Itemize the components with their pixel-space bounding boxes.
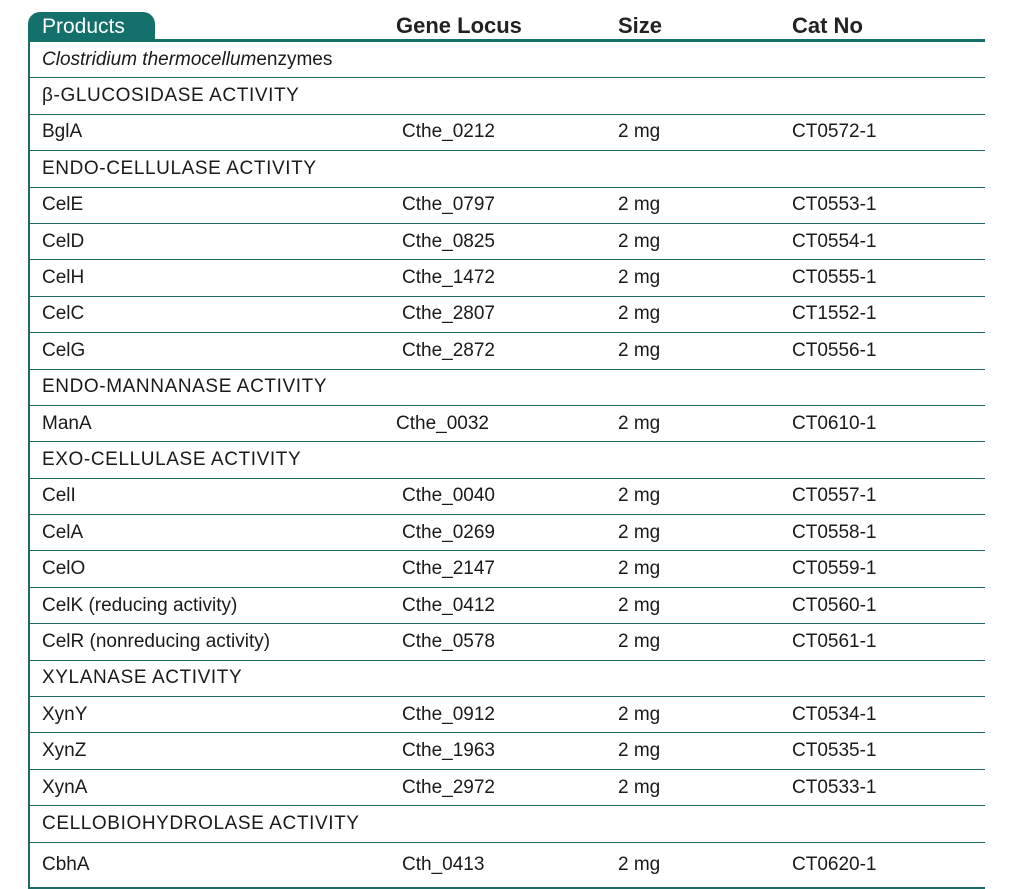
table-row: [30, 406, 985, 442]
size-cell: 2 mg: [618, 267, 661, 289]
cat-no-cell: CT0610-1: [792, 412, 877, 434]
table-row: [30, 297, 985, 333]
cat-no-cell: CT1552-1: [792, 303, 877, 325]
gene-locus-cell: Cthe_2872: [402, 339, 495, 361]
organism-name: Clostridium thermocellum: [42, 48, 257, 70]
product-cell: CelA: [42, 521, 84, 543]
gene-locus-cell: Cthe_0269: [402, 521, 495, 543]
gene-locus-cell: Cthe_0032: [396, 412, 489, 434]
cat-no-cell: CT0559-1: [792, 558, 877, 580]
product-cell: CelH: [42, 267, 85, 289]
product-cell: ManA: [42, 412, 92, 434]
section-row: [30, 370, 985, 406]
product-cell: XynY: [42, 703, 88, 725]
gene-locus-cell: Cthe_2147: [402, 558, 495, 580]
gene-locus-cell: Cthe_0040: [402, 485, 495, 507]
cat-no-cell: CT0557-1: [792, 485, 877, 507]
intro-row: [30, 42, 985, 78]
table-row: [30, 188, 985, 224]
section-row: [30, 442, 985, 478]
product-cell: BglA: [42, 121, 83, 143]
size-cell: 2 mg: [618, 630, 661, 652]
cat-no-cell: CT0553-1: [792, 194, 877, 216]
product-cell: CelG: [42, 339, 86, 361]
product-cell: CelE: [42, 194, 84, 216]
product-cell: CelK (reducing activity): [42, 594, 238, 616]
cat-no-cell: CT0556-1: [792, 339, 877, 361]
size-cell: 2 mg: [618, 485, 661, 507]
table-row: [30, 333, 985, 369]
header-size: Size: [618, 13, 663, 38]
cat-no-cell: CT0535-1: [792, 740, 877, 762]
product-table: [28, 12, 985, 889]
size-cell: 2 mg: [618, 703, 661, 725]
product-cell: CelR (nonreducing activity): [42, 630, 271, 652]
table-row: [30, 515, 985, 551]
cat-no-cell: CT0558-1: [792, 521, 877, 543]
size-cell: 2 mg: [618, 594, 661, 616]
gene-locus-cell: Cthe_0825: [402, 230, 495, 252]
size-cell: 2 mg: [618, 521, 661, 543]
size-cell: 2 mg: [618, 776, 661, 798]
section-label: β-GLUCOSIDASE ACTIVITY: [42, 85, 300, 107]
table-row: [30, 843, 985, 889]
gene-locus-cell: Cthe_2972: [402, 776, 495, 798]
table-row: [30, 770, 985, 806]
cat-no-cell: CT0561-1: [792, 630, 877, 652]
section-label: EXO-CELLULASE ACTIVITY: [42, 448, 302, 470]
gene-locus-cell: Cthe_0797: [402, 194, 495, 216]
size-cell: 2 mg: [618, 194, 661, 216]
gene-locus-cell: Cth_0413: [402, 853, 485, 875]
product-cell: CelD: [42, 230, 85, 252]
table-row: [30, 224, 985, 260]
table-row: [30, 588, 985, 624]
gene-locus-cell: Cthe_0412: [402, 594, 495, 616]
size-cell: 2 mg: [618, 558, 661, 580]
table-header: [28, 12, 985, 42]
table-row: [30, 479, 985, 515]
gene-locus-cell: Cthe_1472: [402, 267, 495, 289]
table-row: [30, 697, 985, 733]
cat-no-cell: CT0620-1: [792, 853, 877, 875]
section-label: CELLOBIOHYDROLASE ACTIVITY: [42, 812, 360, 834]
gene-locus-cell: Cthe_0578: [402, 630, 495, 652]
gene-locus-cell: Cthe_1963: [402, 740, 495, 762]
product-cell: CelI: [42, 485, 76, 507]
section-row: [30, 78, 985, 114]
product-cell: CbhA: [42, 853, 90, 875]
table-row: [30, 551, 985, 587]
section-row: [30, 151, 985, 187]
gene-locus-cell: Cthe_2807: [402, 303, 495, 325]
size-cell: 2 mg: [618, 303, 661, 325]
product-cell: XynZ: [42, 740, 87, 762]
header-gene-locus: Gene Locus: [396, 13, 522, 38]
header-cat-no: Cat No: [792, 13, 863, 38]
size-cell: 2 mg: [618, 740, 661, 762]
product-cell: XynA: [42, 776, 88, 798]
product-cell: CelO: [42, 558, 86, 580]
size-cell: 2 mg: [618, 230, 661, 252]
section-row: [30, 806, 985, 842]
table-row: [30, 115, 985, 151]
size-cell: 2 mg: [618, 121, 661, 143]
intro-text: [42, 42, 332, 77]
intro-suffix: enzymes: [256, 48, 333, 70]
cat-no-cell: CT0534-1: [792, 703, 877, 725]
section-label: ENDO-CELLULASE ACTIVITY: [42, 157, 317, 179]
product-cell: CelC: [42, 303, 85, 325]
table-row: [30, 624, 985, 660]
section-label: ENDO-MANNANASE ACTIVITY: [42, 376, 328, 398]
section-row: [30, 661, 985, 697]
section-label: XYLANASE ACTIVITY: [42, 667, 243, 689]
size-cell: 2 mg: [618, 853, 661, 875]
cat-no-cell: CT0554-1: [792, 230, 877, 252]
cat-no-cell: CT0533-1: [792, 776, 877, 798]
gene-locus-cell: Cthe_0912: [402, 703, 495, 725]
cat-no-cell: CT0555-1: [792, 267, 877, 289]
size-cell: 2 mg: [618, 339, 661, 361]
table-row: [30, 260, 985, 296]
gene-locus-cell: Cthe_0212: [402, 121, 495, 143]
cat-no-cell: CT0560-1: [792, 594, 877, 616]
table-row: [30, 733, 985, 769]
size-cell: 2 mg: [618, 412, 661, 434]
products-tab: Products: [28, 12, 155, 42]
table-body: [28, 42, 985, 889]
cat-no-cell: CT0572-1: [792, 121, 877, 143]
